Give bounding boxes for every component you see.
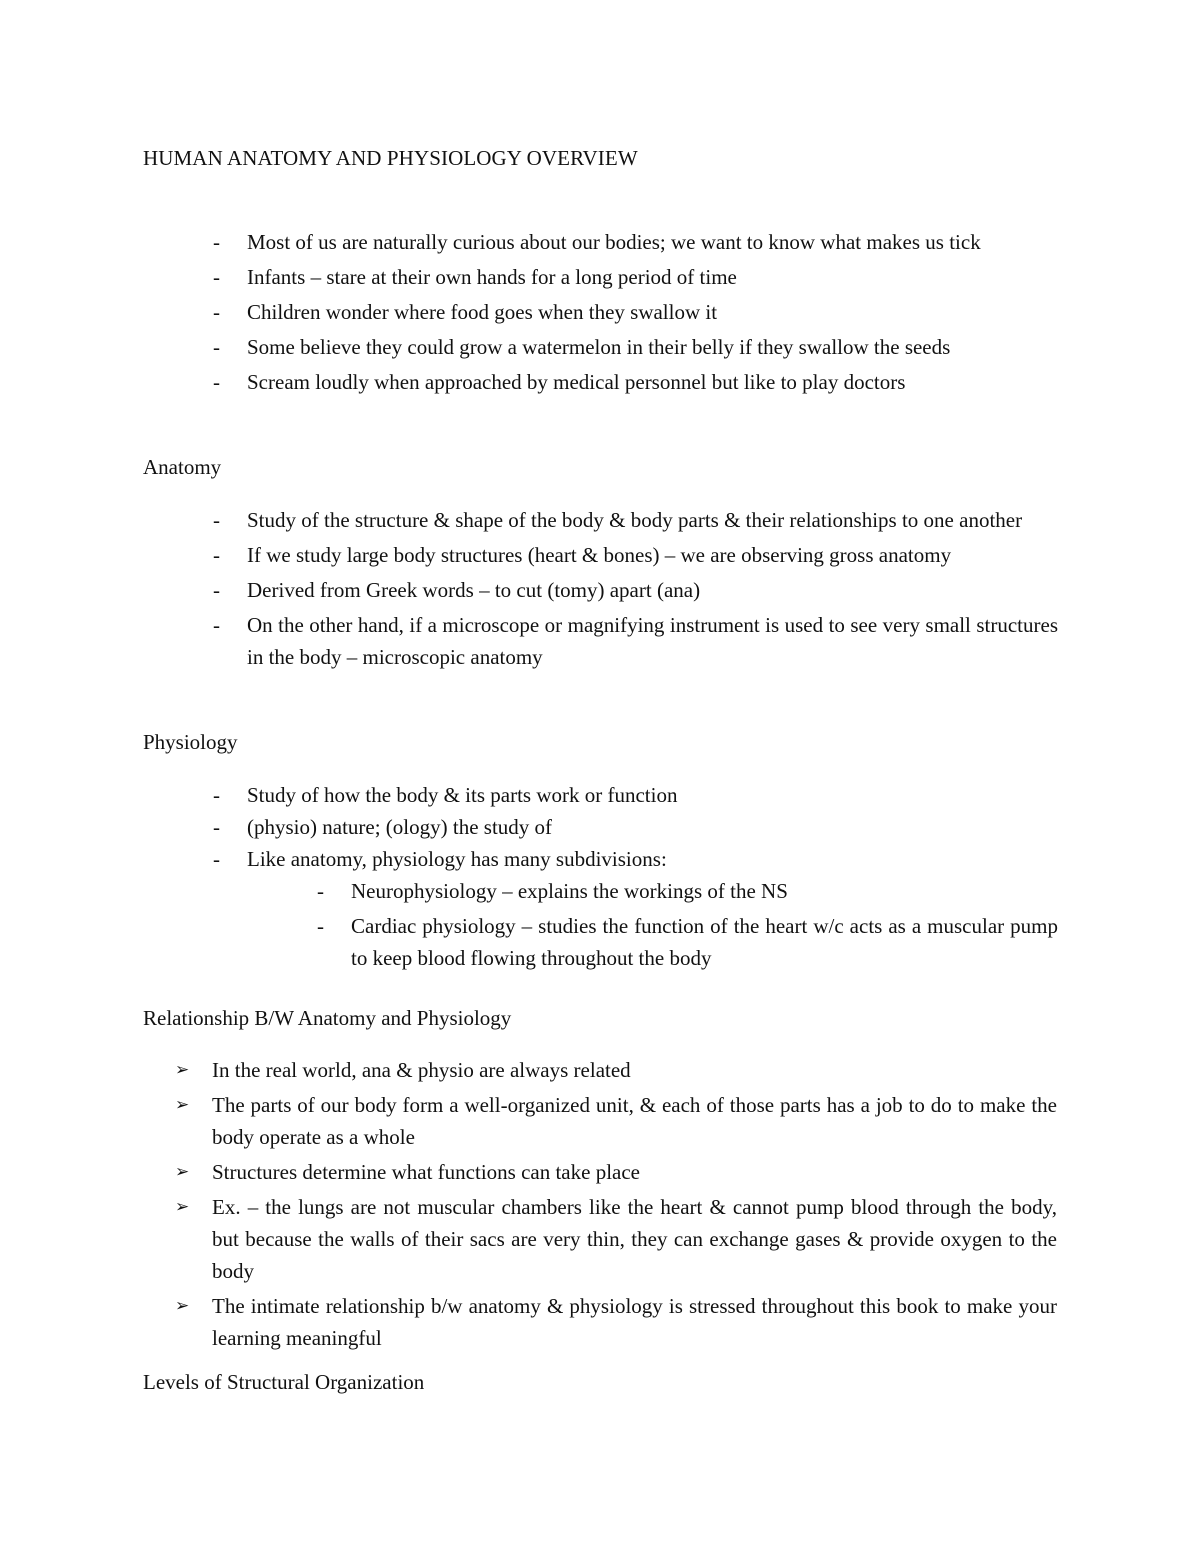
list-item-text: Derived from Greek words – to cut (tomy) apart (ana) [247, 578, 701, 602]
dash-bullet: - [213, 508, 220, 532]
list-item-text: Children wonder where food goes when they swallow it [247, 300, 718, 324]
list-item-text: Ex. – the lungs are not muscular chambers like the heart & cannot pump blood through the body, but because the walls of their sacs are very thin, they can exchange gases & provide oxygen to the body [212, 1195, 1057, 1283]
physiology-list [213, 779, 1058, 977]
list-item [175, 1089, 1057, 1153]
list-item [213, 779, 1058, 811]
page-title: HUMAN ANATOMY AND PHYSIOLOGY OVERVIEW [143, 146, 638, 170]
list-item-text: Neurophysiology – explains the workings of the NS [351, 879, 788, 903]
physiology-sublist [317, 875, 1058, 974]
list-item [213, 504, 1058, 536]
section-heading-physiology: Physiology [143, 730, 238, 754]
list-item [213, 296, 1058, 328]
dash-bullet: - [213, 783, 220, 807]
list-item [213, 261, 1058, 293]
arrow-bullet-icon: ➢ [175, 1060, 190, 1080]
list-item [175, 1191, 1057, 1287]
dash-bullet: - [213, 815, 220, 839]
list-item [213, 843, 1058, 974]
list-item-text: Infants – stare at their own hands for a long period of time [247, 265, 737, 289]
list-item-text: (physio) nature; (ology) the study of [247, 815, 553, 839]
intro-list [213, 226, 1058, 401]
list-item [317, 910, 1058, 974]
list-item-text: Most of us are naturally curious about our bodies; we want to know what makes us tick [247, 230, 981, 254]
list-item-text: Cardiac physiology – studies the function of the heart w/c acts as a muscular pump to keep blood flowing throughout the body [351, 914, 1058, 970]
section-heading-anatomy: Anatomy [143, 455, 222, 479]
list-item-text: The parts of our body form a well-organized unit, & each of those parts has a job to do to make the body operate as a whole [212, 1093, 1057, 1149]
list-item-text: Study of how the body & its parts work or function [247, 783, 678, 807]
dash-bullet: - [213, 230, 220, 254]
list-item [213, 331, 1058, 363]
list-item [175, 1290, 1057, 1354]
list-item [175, 1156, 1057, 1188]
section-heading-relationship: Relationship B/W Anatomy and Physiology [143, 1006, 512, 1030]
list-item [213, 226, 1058, 258]
list-item [213, 811, 1058, 843]
dash-bullet: - [213, 847, 220, 871]
relationship-list [175, 1054, 1057, 1357]
dash-bullet: - [213, 265, 220, 289]
dash-bullet: - [213, 300, 220, 324]
arrow-bullet-icon: ➢ [175, 1197, 190, 1217]
list-item-text: In the real world, ana & physio are always related [212, 1058, 631, 1082]
list-item-text: Some believe they could grow a watermelon in their belly if they swallow the seeds [247, 335, 951, 359]
dash-bullet: - [213, 335, 220, 359]
dash-bullet: - [213, 543, 220, 567]
list-item [213, 609, 1058, 673]
dash-bullet: - [213, 578, 220, 602]
anatomy-list [213, 504, 1058, 676]
dash-bullet: - [213, 370, 220, 394]
list-item [317, 875, 1058, 907]
list-item-text: If we study large body structures (heart & bones) – we are observing gross anatomy [247, 543, 952, 567]
list-item [175, 1054, 1057, 1086]
dash-bullet: - [317, 879, 324, 903]
arrow-bullet-icon: ➢ [175, 1162, 190, 1182]
arrow-bullet-icon: ➢ [175, 1095, 190, 1115]
list-item [213, 574, 1058, 606]
list-item-text: The intimate relationship b/w anatomy & physiology is stressed throughout this book to make your learning meaningful [212, 1294, 1057, 1350]
list-item [213, 366, 1058, 398]
list-item-text: Study of the structure & shape of the body & body parts & their relationships to one another [247, 508, 1023, 532]
dash-bullet: - [317, 914, 324, 938]
section-heading-levels: Levels of Structural Organization [143, 1370, 425, 1394]
list-item-text: Structures determine what functions can take place [212, 1160, 640, 1184]
list-item-text: Like anatomy, physiology has many subdivisions: [247, 847, 667, 871]
dash-bullet: - [213, 613, 220, 637]
arrow-bullet-icon: ➢ [175, 1296, 190, 1316]
list-item-text: On the other hand, if a microscope or magnifying instrument is used to see very small structures in the body – microscopic anatomy [247, 613, 1058, 669]
list-item [213, 539, 1058, 571]
list-item-text: Scream loudly when approached by medical personnel but like to play doctors [247, 370, 906, 394]
